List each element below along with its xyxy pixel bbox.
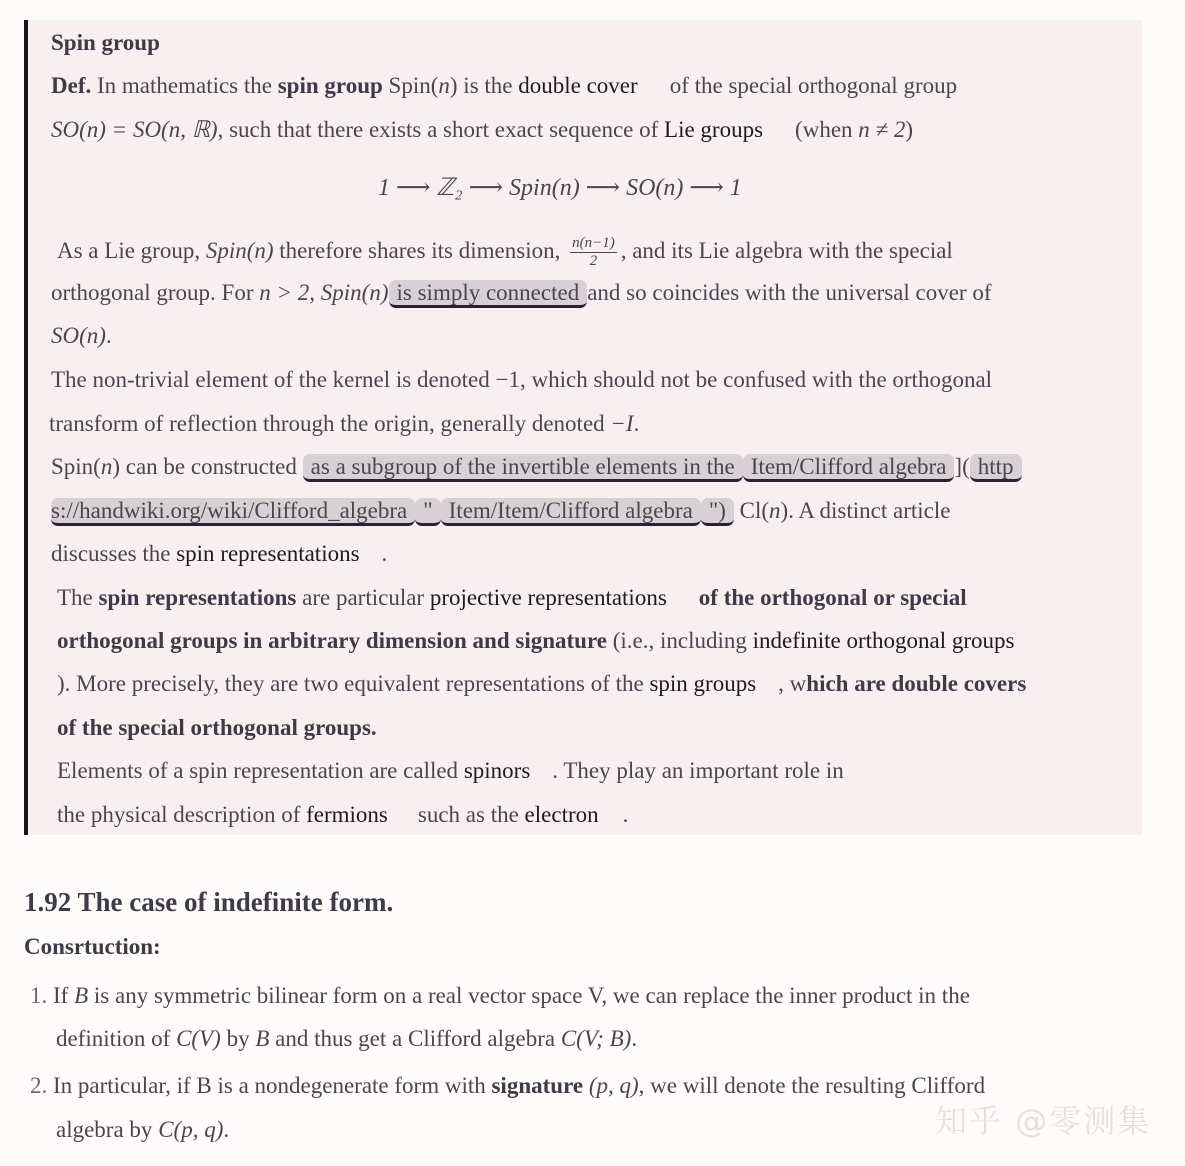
definition-line-1: Def. In mathematics the spin group Spin(n) is the double cover of the special orthogonal group — [51, 73, 958, 98]
url-highlight-start[interactable]: http — [970, 454, 1022, 482]
list-item: 2. In particular, if B is a nondegenerate form with signature (p, q), we will denote the resulting Clifford — [30, 1073, 986, 1098]
url-highlight-end[interactable]: s://handwiki.org/wiki/Clifford_algebra — [51, 498, 415, 526]
spin-rep-line-3: ). More precisely, they are two equivalent representations of the spin groups , which are double covers — [57, 671, 1027, 696]
spinors-line-1: Elements of a spin representation are called spinors . They play an important role in — [57, 758, 844, 783]
spin-group-quote-block — [24, 20, 1142, 835]
simply-connected-highlight[interactable]: is simply connected — [389, 280, 588, 308]
spin-representations-link[interactable]: spin representations — [176, 541, 360, 566]
double-cover-link[interactable]: double cover — [518, 73, 638, 98]
definition-line-2: SO(n) = SO(n, ℝ), such that there exists a short exact sequence of Lie groups (when n ≠ 2) — [51, 117, 914, 142]
exact-sequence: 1 ⟶ ℤ₂ ⟶ Spin(n) ⟶ SO(n) ⟶ 1 — [378, 175, 742, 201]
construction-line-1: Spin(n) can be constructed as a subgroup of the invertible elements in the Item/Clifford algebra ]( http — [51, 452, 1022, 482]
spin-rep-line-1: The spin representations are particular projective representations of the orthogonal or special — [57, 585, 967, 610]
item-clifford-highlight[interactable]: Item/Item/Clifford algebra — [441, 498, 701, 526]
quote-title: Spin group — [51, 30, 160, 55]
lie-groups-link[interactable]: Lie groups — [664, 117, 764, 142]
spin-rep-line-4: of the special orthogonal groups. — [57, 715, 377, 740]
clifford-algebra-highlight[interactable]: Item/Clifford algebra — [743, 454, 955, 482]
projective-representations-link[interactable]: projective representations — [429, 585, 667, 610]
kernel-line-2: transform of reflection through the origin, generally denoted −I. — [49, 411, 640, 436]
paragraph-simply-connected: orthogonal group. For n > 2, Spin(n) is simply connected and so coincides with the universal cover of — [51, 278, 992, 308]
quote-highlight[interactable]: " — [415, 498, 440, 526]
spin-rep-line-2: orthogonal groups in arbitrary dimension and signature (i.e., including indefinite orthogonal groups — [57, 628, 1015, 653]
section-heading: 1.92 The case of indefinite form. — [24, 887, 394, 917]
indefinite-orthogonal-groups-link[interactable]: indefinite orthogonal groups — [752, 628, 1015, 653]
kernel-line-1: The non-trivial element of the kernel is denoted −1, which should not be confused with the orthogonal — [51, 367, 993, 392]
spinors-line-2: the physical description of fermions such as the electron . — [57, 802, 629, 827]
list-item-continuation: algebra by C(p, q). — [56, 1117, 230, 1142]
dimension-fraction: $\frac{n(n-1)}{2}$ — [572, 235, 615, 270]
construction-line-2: s://handwiki.org/wiki/Clifford_algebra " Item/Item/Clifford algebra ") Cl(n). A distinct article — [51, 496, 950, 526]
subgroup-highlight[interactable]: as a subgroup of the invertible elements in the — [303, 454, 743, 482]
closing-highlight[interactable]: ") — [701, 498, 734, 526]
section-subheading: Consrtuction: — [24, 934, 161, 959]
spin-groups-link[interactable]: spin groups — [649, 671, 757, 696]
paragraph-dimension: As a Lie group, Spin(n) therefore shares its dimension, $\frac{n(n-1)}{2}$ , and its Lie algebra with the special — [57, 235, 953, 270]
zhihu-watermark: 知乎 @零测集 — [935, 1102, 1152, 1140]
so-n-line: SO(n). — [51, 323, 112, 348]
spinors-link[interactable]: spinors — [463, 758, 531, 783]
fermions-link[interactable]: fermions — [306, 802, 388, 827]
electron-link[interactable]: electron — [524, 802, 599, 827]
construction-line-3: discusses the spin representations . — [51, 541, 388, 566]
list-item: 1. If B is any symmetric bilinear form on a real vector space V, we can replace the inner product in the — [30, 983, 970, 1008]
list-item-continuation: definition of C(V) by B and thus get a Clifford algebra C(V; B). — [56, 1026, 638, 1051]
